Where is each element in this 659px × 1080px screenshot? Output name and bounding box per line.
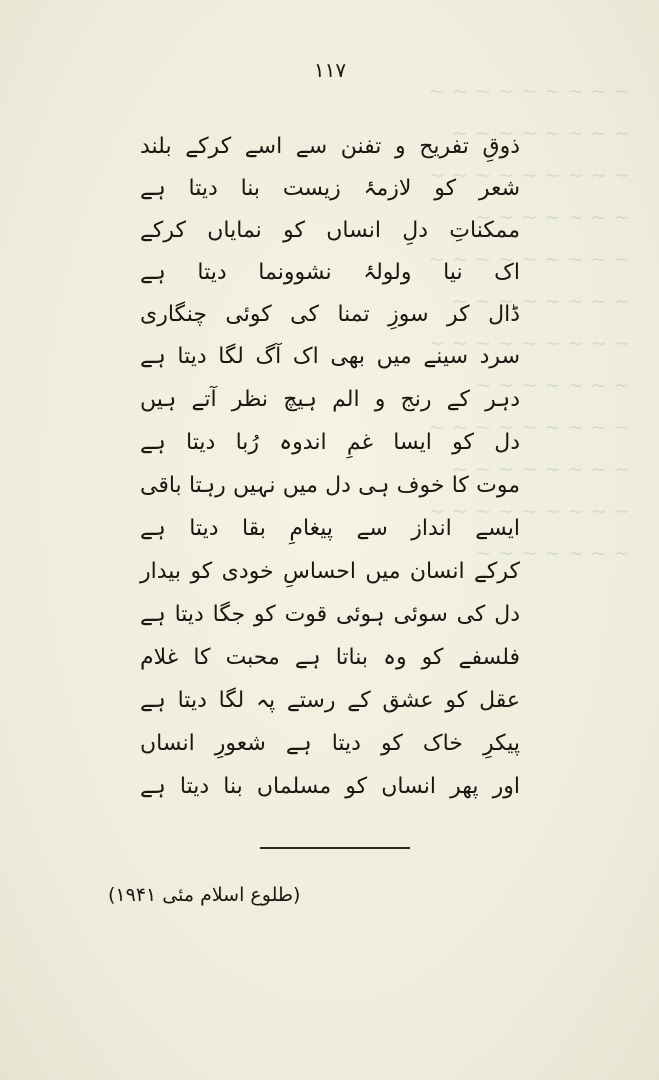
verse-line: دل کی سوئی ہوئی قوت کو جگا دیتا ہے — [140, 602, 520, 627]
verse-line: اک نیا ولولۂ نشوونما دیتا ہے — [140, 260, 520, 285]
verse-line: دہر کے رنج و الم ہیچ نظر آتے ہیں — [140, 387, 520, 412]
source-citation: (طلوع اسلام مئی ۱۹۴۱) — [108, 884, 301, 906]
show-through-text: ~ ~ ~ ~ ~ ~ ~ ~ ~ ~ ~ ~ ~ ~ ~ ~ ~ ~ ~ ~ ~ ~ ~ ~ ~ ~ ~ ~ ~ ~ ~ ~ ~ ~ ~ ~ ~ ~ ~ ~ ~ ~ ~ ~ ~ ~ ~ ~ ~ ~ ~ ~ ~ ~ ~ ~ ~ ~ ~ ~ ~ ~ ~ ~ ~ ~ ~ ~ ~ ~ ~ ~ ~ ~ ~ ~ ~ ~ ~ ~ ~ ~ ~ ~ ~ ~ ~ ~ ~ ~ ~ ~ ~ ~ ~ ~ ~ ~ ~ — [428, 79, 630, 565]
verse-line: اور پھر انساں کو مسلماں بنا دیتا ہے — [140, 774, 520, 799]
page-number: ۱۱۷ — [313, 58, 347, 82]
verse-line: فلسفے کو وہ بناتا ہے محبت کا غلام — [140, 645, 520, 670]
verse-line: عقل کو عشق کے رستے پہ لگا دیتا ہے — [140, 688, 520, 713]
verse-line: ڈال کر سوزِ تمنا کی کوئی چنگاری — [140, 302, 520, 327]
verse-line: ذوقِ تفریح و تفنن سے اسے کرکے بلند — [140, 134, 520, 159]
verse-line: کرکے انسان میں احساسِ خودی کو بیدار — [140, 559, 520, 584]
verse-line: ممکناتِ دلِ انساں کو نمایاں کرکے — [140, 218, 520, 243]
closing-divider — [260, 847, 410, 849]
verse-line: سرد سینے میں بھی اک آگ لگا دیتا ہے — [140, 344, 520, 369]
verse-line: دل کو ایسا غمِ اندوہ رُبا دیتا ہے — [140, 430, 520, 455]
verse-line: موت کا خوف ہی دل میں نہیں رہتا باقی — [140, 473, 520, 498]
verse-line: شعر کو لازمۂ زیست بنا دیتا ہے — [140, 176, 520, 201]
verse-line: ایسے انداز سے پیغامِ بقا دیتا ہے — [140, 516, 520, 541]
verse-line: پیکرِ خاک کو دیتا ہے شعورِ انساں — [140, 731, 520, 756]
